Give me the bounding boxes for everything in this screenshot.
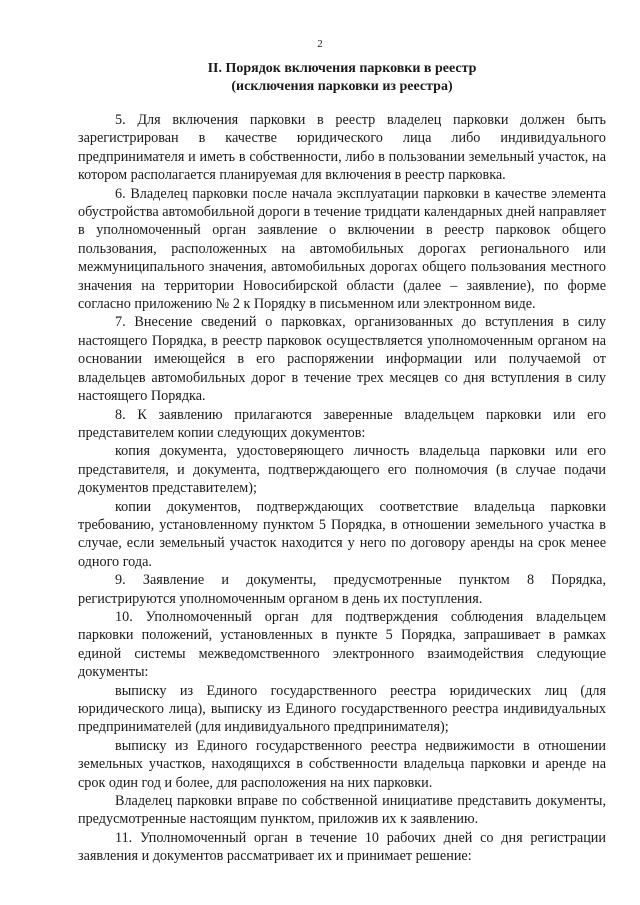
paragraph-8-item-identity: копия документа, удостоверяющего личность владельца парковки или его представителя, и документа, подтверждающего его полномочия (в случае подачи документов представителем);	[78, 443, 606, 497]
paragraph-10-owner-right: Владелец парковки вправе по собственной инициативе представить документы, предусмотренные настоящим пунктом, приложив их к заявлению.	[78, 793, 606, 828]
document-body	[78, 111, 606, 866]
paragraph-6: 6. Владелец парковки после начала эксплуатации парковки в качестве элемента обустройства автомобильной дороги в течение тридцати календарных дней направляет в уполномоченный орган заявление о включении в реестр парковок общего пользования, расположенных на автомобильных дорогах регионального или межмуниципального значения, автомобильных дорогах общего пользования местного значения на территории Новосибирской области (далее – заявление), по форме согласно приложению № 2 к Порядку в письменном или электронном виде.	[78, 185, 606, 313]
paragraph-8: 8. К заявлению прилагаются заверенные владельцем парковки или его представителем копии следующих документов:	[78, 406, 606, 441]
paragraph-11: 11. Уполномоченный орган в течение 10 рабочих дней со дня регистрации заявления и документов рассматривает их и принимает решение:	[78, 829, 606, 865]
paragraph-7: 7. Внесение сведений о парковках, организованных до вступления в силу настоящего Порядка, в реестр парковок осуществляется уполномоченным органом на основании имеющейся в его распоряжении информации или получаемой от владельцев автомобильных дорог в течение трех месяцев со дня вступления в силу настоящего Порядка.	[78, 314, 606, 405]
page-number: 2	[317, 38, 323, 50]
section-title-line-1: II. Порядок включения парковки в реестр	[207, 61, 477, 76]
paragraph-10-item-registry: выписку из Единого государственного реестра юридических лиц (для юридического лица), выписку из Единого государственного реестра индивидуальных предпринимателей (для индивидуального предпринимателя);	[78, 682, 606, 736]
paragraph-8-item-land: копии документов, подтверждающих соответствие владельца парковки требованию, установленному пунктом 5 Порядка, в отношении земельного участка в случае, если земельный участок находится у него по договору аренды на срок менее одного года.	[78, 498, 606, 570]
paragraph-10: 10. Уполномоченный орган для подтверждения соблюдения владельцем парковки положений, установленных в пункте 5 Порядка, запрашивает в рамках единой системы межведомственного электронного взаимодействия следующие документы:	[78, 608, 606, 681]
paragraph-10-item-realty: выписку из Единого государственного реестра недвижимости в отношении земельных участков, находящихся в собственности владельца парковки и аренде на срок один год и более, для расположения на них парковки.	[78, 737, 606, 791]
section-heading	[78, 60, 606, 96]
section-title-line-2: (исключения парковки из реестра)	[231, 79, 453, 94]
paragraph-9: 9. Заявление и документы, предусмотренные пунктом 8 Порядка, регистрируются уполномоченным органом в день их поступления.	[78, 572, 606, 607]
paragraph-5: 5. Для включения парковки в реестр владелец парковки должен быть зарегистрирован в качестве юридического лица либо индивидуального предпринимателя и иметь в собственности, либо в пользовании земельный участок, на котором располагается планируемая для включения в реестр парковка.	[78, 112, 606, 184]
